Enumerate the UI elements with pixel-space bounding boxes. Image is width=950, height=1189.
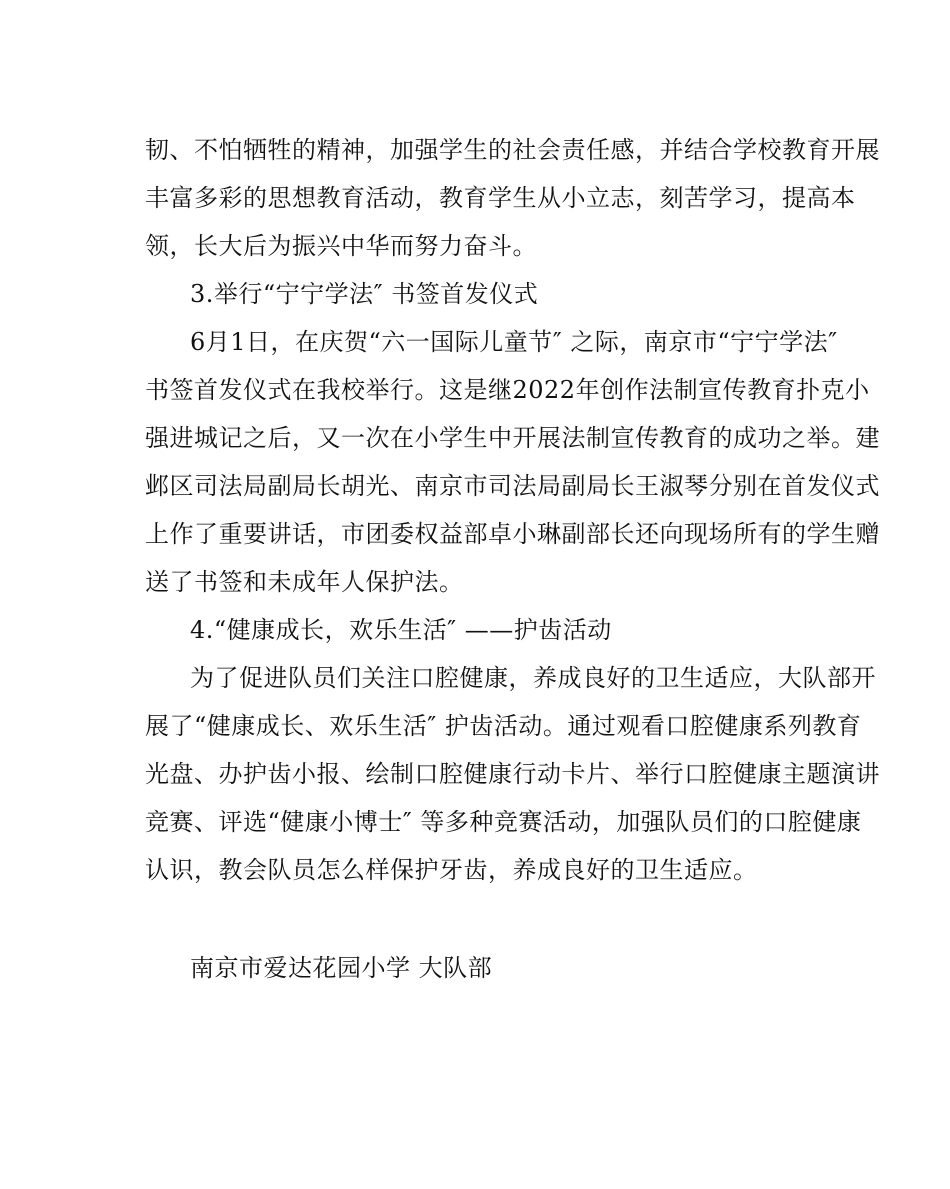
body-text-line: 认识，教会队员怎么样保护牙齿，养成良好的卫生适应。 — [145, 856, 758, 884]
body-text-line: 为了促进队员们关注口腔健康，养成良好的卫生适应，大队部开 — [190, 664, 876, 692]
body-text-line: 领，长大后为振兴中华而努力奋斗。 — [145, 232, 537, 260]
body-text-line: 强进城记之后，又一次在小学生中开展法制宣传教育的成功之举。建 — [145, 424, 880, 452]
signature-line: 南京市爱达花园小学 大队部 — [190, 954, 493, 982]
body-text-line: 丰富多彩的思想教育活动，教育学生从小立志，刻苦学习，提高本 — [145, 184, 856, 212]
section-heading: 4.“健康成长，欢乐生活″ ——护齿活动 — [190, 616, 612, 644]
body-text-line: 竞赛、评选“健康小博士″ 等多种竞赛活动，加强队员们的口腔健康 — [145, 808, 862, 836]
body-text-line: 光盘、办护齿小报、绘制口腔健康行动卡片、举行口腔健康主题演讲 — [145, 760, 880, 788]
body-text-line: 6月1日，在庆贺“六一国际儿童节″ 之际，南京市“宁宁学法″ — [190, 328, 838, 356]
body-text-line: 上作了重要讲话，市团委权益部卓小琳副部长还向现场所有的学生赠 — [145, 520, 880, 548]
body-text-line: 展了“健康成长、欢乐生活″ 护齿活动。通过观看口腔健康系列教育 — [145, 712, 862, 740]
body-text-line: 韧、不怕牺牲的精神，加强学生的社会责任感，并结合学校教育开展 — [145, 136, 880, 164]
section-heading: 3.举行“宁宁学法″ 书签首发仪式 — [190, 280, 539, 308]
body-text-line: 书签首发仪式在我校举行。这是继2022年创作法制宣传教育扑克小 — [145, 376, 870, 404]
body-text-line: 送了书签和未成年人保护法。 — [145, 568, 464, 596]
body-text-line: 邺区司法局副局长胡光、南京市司法局副局长王淑琴分别在首发仪式 — [145, 472, 880, 500]
